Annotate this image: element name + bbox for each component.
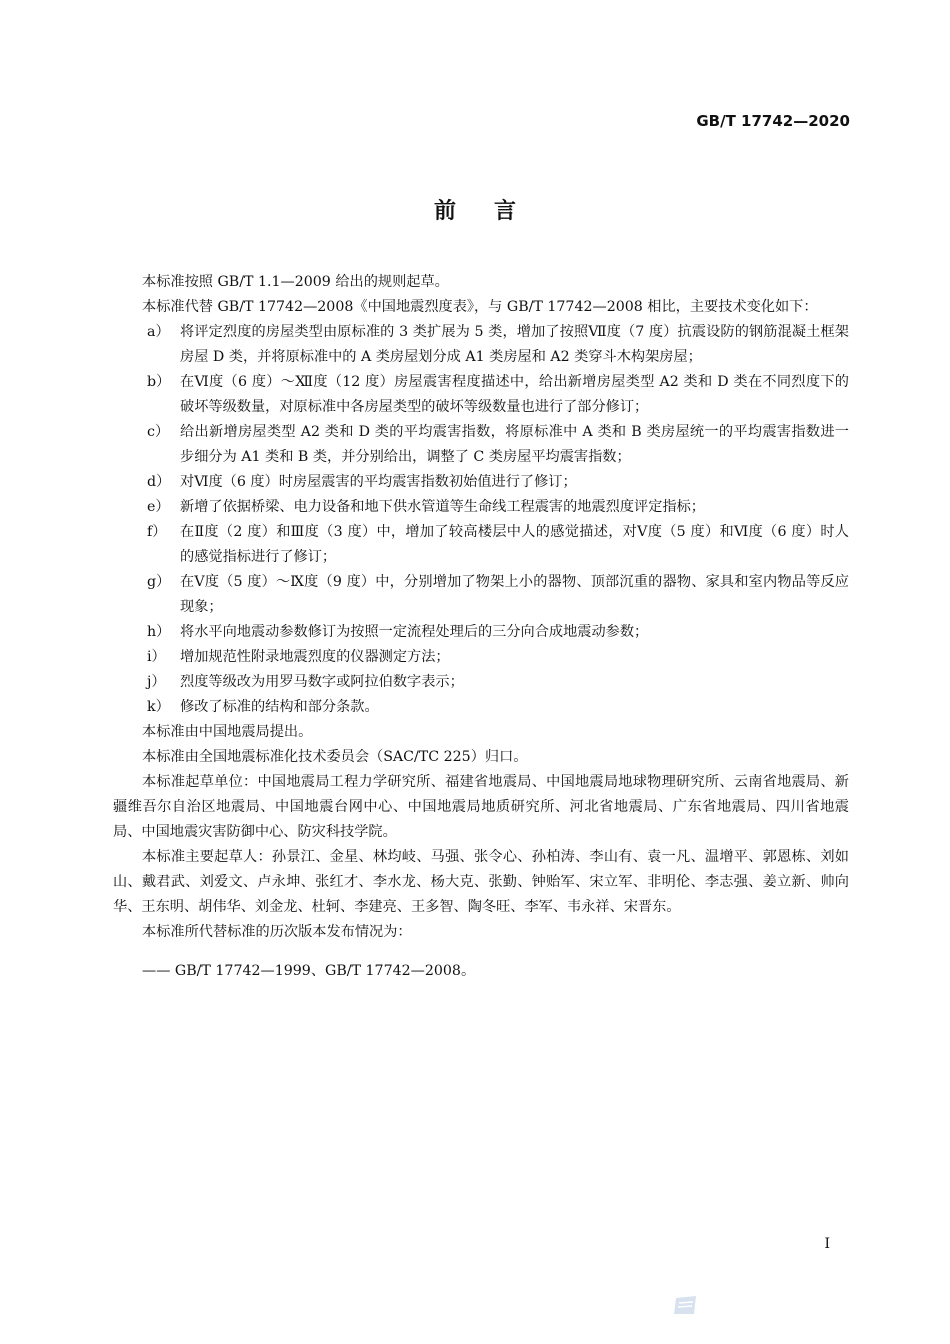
- changes-list: [113, 320, 849, 720]
- list-item: [113, 645, 849, 670]
- list-item: [113, 470, 849, 495]
- list-item: [113, 495, 849, 520]
- list-item-text: 给出新增房屋类型 A2 类和 D 类的平均震害指数，将原标准中 A 类和 B 类房屋统一的平均震害指数进一步细分为 A1 类和 B 类，并分别给出，调整了 C 类房屋平均震害指数；: [180, 424, 849, 465]
- list-item: [113, 695, 849, 720]
- list-item: [113, 670, 849, 695]
- standard-code: GB/T 17742—2020: [696, 112, 850, 130]
- list-item-text: 修改了标准的结构和部分条款。: [180, 699, 379, 715]
- list-marker: i）: [147, 649, 166, 665]
- document-body: [113, 270, 849, 998]
- page-number: Ⅰ: [824, 1236, 830, 1252]
- list-marker: j）: [147, 674, 166, 690]
- history-intro-paragraph: 本标准所代替标准的历次版本发布情况为：: [142, 924, 412, 940]
- list-item: [113, 620, 849, 645]
- sac-watermark-icon: [672, 1294, 700, 1316]
- intro-paragraph: 本标准代替 GB/T 17742—2008《中国地震烈度表》，与 GB/T 17742—2008 相比，主要技术变化如下：: [142, 299, 818, 315]
- list-marker: b）: [147, 374, 171, 390]
- proposer-paragraph: 本标准由中国地震局提出。: [142, 724, 313, 740]
- drafters-paragraph: 本标准主要起草人：孙景江、金星、林均岐、马强、张令心、孙柏涛、李山有、袁一凡、温增平、郭恩栋、刘如山、戴君武、刘爱文、卢永坤、张红才、李水龙、杨大克、张勤、钟贻军、宋立军、非明伦、李志强、姜立新、帅向华、王东明、胡伟华、刘金龙、杜轲、李建亮、王多智、陶冬旺、李军、韦永祥、宋晋东。: [113, 849, 849, 915]
- list-marker: h）: [147, 624, 171, 640]
- list-marker: a）: [147, 324, 170, 340]
- page-title: 前言: [433, 199, 554, 224]
- list-marker: g）: [147, 574, 171, 590]
- list-item-text: 对Ⅵ度（6 度）时房屋震害的平均震害指数初始值进行了修订；: [180, 474, 577, 490]
- list-item-text: 新增了依据桥梁、电力设备和地下供水管道等生命线工程震害的地震烈度评定指标；: [180, 499, 705, 515]
- list-item-text: 将评定烈度的房屋类型由原标准的 3 类扩展为 5 类，增加了按照Ⅶ度（7 度）抗震设防的钢筋混凝土框架房屋 D 类，并将原标准中的 A 类房屋划分成 A1 类房屋和 A2 类穿斗木构架房屋；: [180, 324, 849, 365]
- list-item: [113, 370, 849, 420]
- history-versions: —— GB/T 17742—1999、GB/T 17742—2008。: [142, 963, 476, 980]
- committee-paragraph: 本标准由全国地震标准化技术委员会（SAC/TC 225）归口。: [142, 749, 528, 765]
- list-item-text: 在Ⅱ度（2 度）和Ⅲ度（3 度）中，增加了较高楼层中人的感觉描述，对Ⅴ度（5 度）和Ⅵ度（6 度）时人的感觉指标进行了修订；: [180, 524, 849, 565]
- list-item-text: 将水平向地震动参数修订为按照一定流程处理后的三分向合成地震动参数；: [180, 624, 649, 640]
- list-item: [113, 570, 849, 620]
- list-item: [113, 320, 849, 370]
- list-item-text: 在Ⅴ度（5 度）～Ⅸ度（9 度）中，分别增加了物架上小的器物、顶部沉重的器物、家具和室内物品等反应现象；: [180, 574, 849, 615]
- list-item: [113, 520, 849, 570]
- list-marker: f）: [147, 524, 167, 540]
- list-item-text: 在Ⅵ度（6 度）～Ⅻ度（12 度）房屋震害程度描述中，给出新增房屋类型 A2 类和 D 类在不同烈度下的破坏等级数量，对原标准中各房屋类型的破坏等级数量也进行了部分修订；: [180, 374, 849, 415]
- list-item-text: 增加规范性附录地震烈度的仪器测定方法；: [180, 649, 450, 665]
- list-marker: e）: [147, 499, 170, 515]
- intro-paragraph: 本标准按照 GB/T 1.1—2009 给出的规则起草。: [142, 274, 449, 290]
- list-marker: k）: [147, 699, 170, 715]
- list-item: [113, 420, 849, 470]
- list-marker: d）: [147, 474, 171, 490]
- drafting-units-paragraph: 本标准起草单位：中国地震局工程力学研究所、福建省地震局、中国地震局地球物理研究所、云南省地震局、新疆维吾尔自治区地震局、中国地震台网中心、中国地震局地质研究所、河北省地震局、广东省地震局、四川省地震局、中国地震灾害防御中心、防灾科技学院。: [113, 774, 849, 840]
- list-marker: c）: [147, 424, 170, 440]
- list-item-text: 烈度等级改为用罗马数字或阿拉伯数字表示；: [180, 674, 464, 690]
